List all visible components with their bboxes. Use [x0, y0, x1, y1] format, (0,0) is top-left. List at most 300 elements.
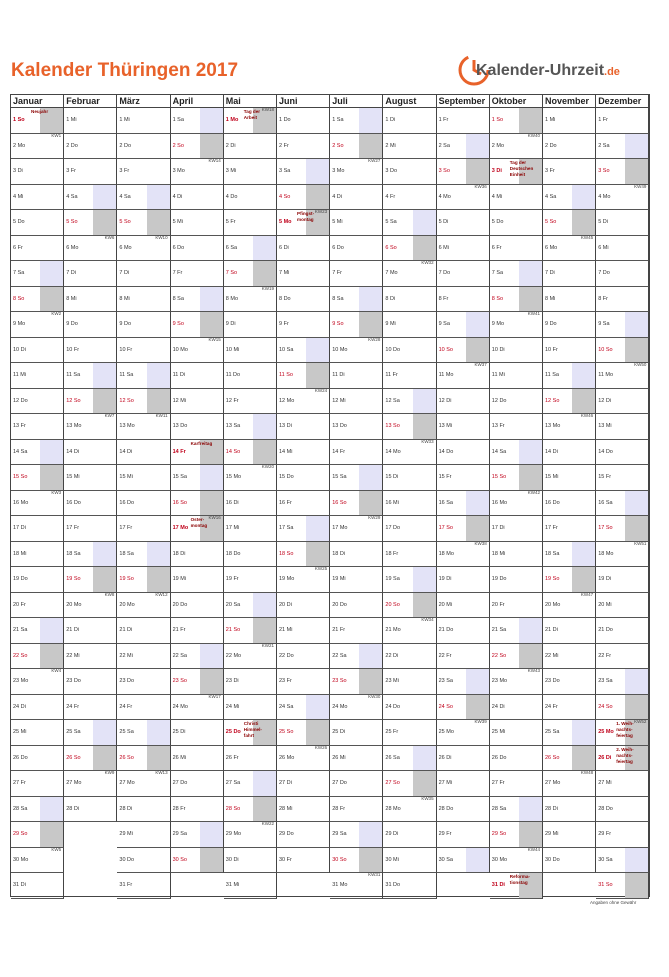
- day-label: 14 Do: [438, 448, 454, 455]
- page-title: Kalender Thüringen 2017: [11, 60, 239, 81]
- day-label: 31 Di: [13, 882, 26, 888]
- day-cell: [11, 771, 64, 797]
- day-cell: [596, 848, 649, 874]
- day-label: 15 Fr: [438, 474, 452, 480]
- day-label: 11 Mi: [491, 372, 505, 378]
- day-cell: [330, 287, 383, 313]
- week-number: KW40: [527, 132, 540, 138]
- day-cell: [117, 873, 170, 899]
- day-cell: [117, 797, 170, 823]
- holiday-name: Oster-montag: [190, 517, 208, 528]
- day-label: 19 Di: [438, 576, 452, 582]
- day-label: 6 Mi: [438, 244, 449, 251]
- day-cell: [437, 440, 490, 466]
- week-number: KW16: [208, 515, 221, 520]
- day-cell: [437, 669, 490, 695]
- weekend-shade: [625, 134, 648, 159]
- weekend-shade: [519, 797, 542, 822]
- day-label: 6 Mo: [66, 244, 79, 251]
- weekend-shade: [625, 338, 648, 363]
- day-cell: [224, 618, 277, 644]
- day-label: 15 Do: [279, 474, 294, 480]
- day-cell: [596, 312, 649, 338]
- day-label: 5 So: [119, 219, 131, 225]
- weekend-shade: [306, 720, 329, 745]
- day-cell: [437, 465, 490, 491]
- month-header: März: [117, 95, 170, 108]
- day-label: 21 Di: [545, 627, 558, 633]
- day-label: 12 So: [545, 397, 560, 404]
- day-label: 25 Mo: [598, 729, 614, 735]
- day-label: 12 Di: [598, 397, 612, 404]
- weekend-shade: [93, 542, 116, 567]
- day-cell: [437, 312, 490, 338]
- day-label: 26 Do: [13, 754, 28, 761]
- weekend-shade: [466, 669, 489, 694]
- day-cell: [437, 338, 490, 364]
- day-label: 26 Mi: [332, 754, 346, 761]
- calendar-grid: [10, 94, 650, 897]
- day-label: 14 Sa: [13, 448, 28, 455]
- day-cell: [11, 491, 64, 517]
- day-cell: [383, 516, 436, 542]
- weekend-shade: [359, 669, 382, 694]
- day-label: 29 Sa: [332, 831, 347, 837]
- day-cell: [490, 261, 543, 287]
- day-cell: [277, 236, 330, 262]
- day-label: 15 Mi: [545, 474, 559, 480]
- day-cell: [490, 210, 543, 236]
- weekend-shade: [306, 338, 329, 363]
- day-cell: [437, 848, 490, 874]
- day-cell: [383, 185, 436, 211]
- day-cell: [171, 134, 224, 160]
- day-label: 8 Do: [279, 295, 291, 302]
- day-cell: [543, 848, 596, 874]
- day-label: 26 So: [66, 754, 81, 761]
- day-cell: [11, 108, 64, 134]
- weekend-shade: [359, 287, 382, 312]
- day-cell: [330, 440, 383, 466]
- day-label: 6 Do: [172, 244, 185, 251]
- day-label: 18 Mi: [13, 550, 27, 557]
- day-label: 3 Mo: [332, 168, 345, 174]
- day-cell: [171, 236, 224, 262]
- weekend-shade: [359, 644, 382, 669]
- day-label: 7 Mi: [279, 270, 290, 276]
- day-label: 23 Mi: [385, 678, 399, 684]
- day-label: 5 So: [66, 219, 78, 225]
- day-label: 2 Mo: [13, 142, 26, 149]
- day-cell: [596, 363, 649, 389]
- month-header: Oktober: [490, 95, 543, 108]
- weekend-shade: [200, 134, 223, 159]
- day-label: 2 Fr: [279, 142, 289, 149]
- weekend-shade: [413, 236, 436, 261]
- day-label: 29 Mi: [545, 831, 559, 837]
- weekend-shade: [147, 567, 170, 592]
- week-number: KW7: [104, 413, 115, 418]
- day-label: 21 Di: [66, 627, 80, 633]
- day-label: 14 Di: [119, 448, 133, 455]
- holiday-name: 2. Weih-nachts-feiertag: [616, 746, 634, 764]
- day-cell: [171, 822, 224, 848]
- day-cell: [330, 797, 383, 823]
- day-label: 20 Do: [172, 601, 188, 608]
- weekend-shade: [200, 644, 223, 669]
- day-cell: [596, 542, 649, 568]
- day-cell: [224, 720, 277, 746]
- day-cell: [383, 465, 436, 491]
- day-cell: [117, 159, 170, 185]
- day-label: 10 Fr: [119, 346, 133, 353]
- day-label: 9 Do: [545, 321, 557, 327]
- day-label: 9 So: [332, 321, 344, 327]
- day-label: 27 Do: [332, 780, 347, 786]
- day-label: 12 Fr: [225, 397, 239, 404]
- weekend-shade: [93, 720, 116, 745]
- day-cell: [596, 236, 649, 262]
- day-label: 18 Mo: [598, 550, 614, 557]
- day-label: 10 Fr: [66, 346, 80, 353]
- day-label: 12 Sa: [385, 397, 400, 404]
- day-label: 1 So: [491, 117, 504, 123]
- day-label: 19 Fr: [225, 576, 239, 582]
- day-cell: [437, 185, 490, 211]
- day-label: 29 Mo: [225, 831, 242, 837]
- day-cell: [330, 567, 383, 593]
- day-cell: [330, 491, 383, 517]
- day-cell: [224, 210, 277, 236]
- day-cell: [596, 287, 649, 313]
- day-cell: [171, 848, 224, 874]
- day-label: 21 So: [225, 627, 241, 633]
- weekend-shade: [359, 465, 382, 490]
- day-label: 3 Di: [13, 168, 23, 174]
- day-label: 23 Sa: [598, 678, 613, 684]
- day-cell: [383, 593, 436, 619]
- day-label: 11 Sa: [66, 372, 81, 378]
- day-cell: [171, 389, 224, 415]
- weekend-shade: [253, 618, 276, 643]
- day-label: 11 Sa: [119, 372, 134, 378]
- day-label: 6 Fr: [13, 244, 23, 251]
- week-number: KW12: [155, 591, 168, 597]
- day-label: 18 Do: [225, 550, 241, 557]
- day-label: 9 Fr: [279, 321, 289, 327]
- day-cell: [11, 287, 64, 313]
- day-cell: [490, 873, 543, 899]
- day-cell: [490, 389, 543, 415]
- weekend-shade: [40, 287, 63, 312]
- day-label: 25 So: [279, 729, 294, 735]
- day-label: 13 Mi: [438, 423, 453, 429]
- week-number: KW35: [421, 795, 434, 801]
- day-cell: [543, 746, 596, 772]
- day-cell: [64, 618, 117, 644]
- day-cell: [224, 873, 277, 899]
- weekend-shade: [200, 848, 223, 873]
- holiday-name: Christi Himmel-fahrt: [243, 721, 262, 738]
- day-cell: [224, 185, 277, 211]
- day-label: 1 Do: [279, 117, 291, 123]
- day-cell: [171, 491, 224, 517]
- day-cell: [383, 848, 436, 874]
- weekend-shade: [147, 542, 170, 567]
- day-label: 27 Mi: [438, 780, 453, 786]
- day-label: 21 Sa: [13, 627, 28, 633]
- day-cell: [330, 338, 383, 364]
- day-cell: [330, 746, 383, 772]
- weekend-shade: [93, 210, 116, 235]
- day-cell: [596, 108, 649, 134]
- day-cell: [224, 822, 277, 848]
- day-label: 20 Mi: [598, 601, 612, 608]
- day-label: 4 Mi: [491, 193, 503, 200]
- week-number: KW24: [314, 387, 328, 393]
- day-label: 19 So: [119, 576, 134, 582]
- month-header: Januar: [11, 95, 64, 108]
- weekend-shade: [359, 822, 382, 847]
- day-label: 7 Fr: [332, 270, 342, 276]
- week-number: KW19: [261, 285, 274, 291]
- day-label: 7 So: [225, 270, 238, 276]
- holiday-name: Pfingst-montag: [297, 211, 315, 222]
- day-cell: [490, 236, 543, 262]
- day-cell: [383, 338, 436, 364]
- day-cell: [383, 236, 436, 262]
- day-label: 26 Sa: [385, 754, 400, 761]
- day-label: 26 Do: [491, 754, 507, 761]
- day-cell: [596, 159, 649, 185]
- weekend-shade: [200, 287, 223, 312]
- day-cell: [490, 567, 543, 593]
- day-label: 18 Mo: [438, 550, 454, 557]
- day-label: 29 So: [491, 831, 507, 837]
- day-label: 27 Fr: [491, 780, 505, 786]
- day-label: 15 Mo: [225, 474, 242, 480]
- day-label: 28 So: [225, 805, 241, 812]
- weekend-shade: [625, 312, 648, 337]
- day-label: 16 Mi: [385, 499, 399, 506]
- day-label: 4 Do: [225, 193, 238, 200]
- day-label: 15 Mi: [119, 474, 133, 480]
- weekend-shade: [519, 287, 542, 312]
- day-cell: [596, 644, 649, 670]
- day-cell: [171, 338, 224, 364]
- day-cell: [117, 414, 170, 440]
- day-label: 23 So: [172, 678, 187, 684]
- day-cell: [596, 669, 649, 695]
- footer-note: Angaben ohne Gewähr: [590, 900, 637, 905]
- day-cell: [490, 797, 543, 823]
- day-cell: [64, 465, 117, 491]
- day-label: 27 Di: [279, 780, 292, 786]
- day-label: 4 So: [279, 193, 291, 200]
- day-label: 5 Do: [491, 219, 504, 225]
- day-label: 6 Do: [332, 244, 344, 251]
- day-cell: [543, 516, 596, 542]
- day-label: 28 Di: [66, 805, 80, 812]
- day-label: 24 Di: [491, 703, 505, 710]
- day-label: 15 Sa: [332, 474, 347, 480]
- day-cell: [596, 185, 649, 211]
- day-cell: [171, 720, 224, 746]
- day-cell: [277, 312, 330, 338]
- day-cell: [224, 389, 277, 415]
- month-header: Juni: [277, 95, 330, 108]
- day-label: 12 So: [66, 397, 81, 404]
- day-label: 23 Mo: [491, 678, 508, 684]
- day-cell: [224, 567, 277, 593]
- day-cell: [117, 542, 170, 568]
- day-cell: [596, 261, 649, 287]
- day-label: 16 Fr: [279, 499, 292, 506]
- day-label: 28 Fr: [332, 805, 346, 812]
- day-cell: [437, 210, 490, 236]
- day-cell: [277, 542, 330, 568]
- day-label: 11 Sa: [545, 372, 559, 378]
- day-label: 24 Fr: [119, 703, 133, 710]
- day-label: 9 So: [172, 321, 184, 327]
- day-label: 13 Fr: [13, 423, 26, 429]
- day-cell: [437, 746, 490, 772]
- weekend-shade: [625, 669, 648, 694]
- day-label: 6 Fr: [491, 244, 502, 251]
- day-label: 22 So: [13, 652, 28, 659]
- day-cell: [437, 108, 490, 134]
- day-label: 19 Do: [491, 576, 507, 582]
- day-label: 12 Mi: [332, 397, 346, 404]
- day-label: 5 Sa: [385, 219, 397, 225]
- day-label: 8 So: [13, 295, 25, 302]
- day-label: 22 Fr: [598, 652, 612, 659]
- day-label: 19 Mo: [279, 576, 295, 582]
- day-cell: [490, 414, 543, 440]
- day-cell: [383, 414, 436, 440]
- month-header: November: [543, 95, 596, 108]
- day-cell: [437, 567, 490, 593]
- day-label: 18 Di: [332, 550, 346, 557]
- day-label: 16 Di: [225, 499, 239, 506]
- day-cell: [437, 542, 490, 568]
- day-label: 14 Sa: [491, 448, 507, 455]
- day-label: 27 Fr: [13, 780, 26, 786]
- day-cell: [224, 848, 277, 874]
- day-label: 4 Di: [332, 193, 342, 200]
- day-cell: [117, 287, 170, 313]
- day-cell: [330, 542, 383, 568]
- weekend-shade: [306, 542, 329, 567]
- week-number: KW29: [368, 515, 381, 520]
- day-cell: [64, 414, 117, 440]
- weekend-shade: [359, 134, 382, 159]
- day-label: 2 Do: [66, 142, 78, 149]
- week-number: KW43: [527, 668, 540, 673]
- weekend-shade: [253, 236, 276, 261]
- day-cell: [171, 210, 224, 236]
- logo-tld: .de: [604, 66, 620, 78]
- day-cell: [383, 771, 436, 797]
- day-label: 6 Di: [279, 244, 289, 251]
- day-label: 25 Do: [225, 729, 241, 735]
- week-number: KW11: [155, 413, 168, 418]
- weekend-shade: [200, 108, 223, 133]
- day-label: 10 Do: [385, 346, 401, 353]
- day-cell: [596, 797, 649, 823]
- day-label: 2 Sa: [438, 142, 450, 149]
- day-label: 2 So: [332, 142, 344, 149]
- weekend-shade: [359, 491, 382, 516]
- weekend-shade: [466, 159, 489, 184]
- day-cell: [543, 669, 596, 695]
- weekend-shade: [359, 848, 382, 873]
- day-label: 20 Fr: [491, 601, 505, 608]
- day-cell: [596, 414, 649, 440]
- day-label: 1 Fr: [438, 117, 449, 123]
- day-cell: [543, 185, 596, 211]
- day-cell: [117, 389, 170, 415]
- day-cell: [543, 593, 596, 619]
- day-label: 21 Di: [119, 627, 133, 633]
- day-label: 9 Di: [225, 321, 236, 327]
- day-cell: [596, 440, 649, 466]
- weekend-shade: [572, 746, 595, 771]
- day-cell: [383, 389, 436, 415]
- day-cell: [64, 797, 117, 823]
- day-label: 14 Do: [598, 448, 613, 455]
- weekend-shade: [625, 848, 648, 873]
- day-cell: [11, 695, 64, 721]
- day-cell: [330, 822, 383, 848]
- day-cell: [171, 414, 224, 440]
- day-cell: [490, 669, 543, 695]
- day-label: 26 So: [119, 754, 134, 761]
- day-label: 5 Mi: [172, 219, 183, 225]
- day-cell: [490, 822, 543, 848]
- week-number: KW21: [261, 642, 274, 648]
- day-label: 16 So: [172, 499, 187, 506]
- day-cell: [543, 210, 596, 236]
- day-label: 24 So: [438, 703, 453, 710]
- day-label: 7 Mo: [385, 270, 398, 276]
- day-label: 30 Di: [225, 856, 239, 863]
- day-label: 25 Mi: [491, 729, 506, 735]
- day-cell: [171, 185, 224, 211]
- day-label: 8 Sa: [332, 295, 344, 302]
- day-label: 10 Sa: [279, 346, 294, 353]
- day-label: 3 Mo: [172, 168, 185, 174]
- day-label: 29 Mi: [119, 831, 133, 837]
- day-label: 12 Di: [438, 397, 452, 404]
- day-cell: [171, 363, 224, 389]
- day-cell: [224, 261, 277, 287]
- day-cell: [437, 695, 490, 721]
- day-cell: [543, 771, 596, 797]
- weekend-shade: [572, 542, 595, 567]
- day-label: 26 Fr: [225, 754, 239, 761]
- day-cell: [224, 108, 277, 134]
- day-label: 2 Sa: [598, 142, 610, 149]
- day-label: 27 Mi: [598, 780, 612, 786]
- day-label: 24 So: [598, 703, 613, 710]
- day-cell: [11, 567, 64, 593]
- weekend-shade: [200, 669, 223, 694]
- weekend-shade: [625, 873, 648, 898]
- day-cell: [277, 491, 330, 517]
- day-label: 23 Do: [119, 678, 135, 684]
- day-cell: [277, 669, 330, 695]
